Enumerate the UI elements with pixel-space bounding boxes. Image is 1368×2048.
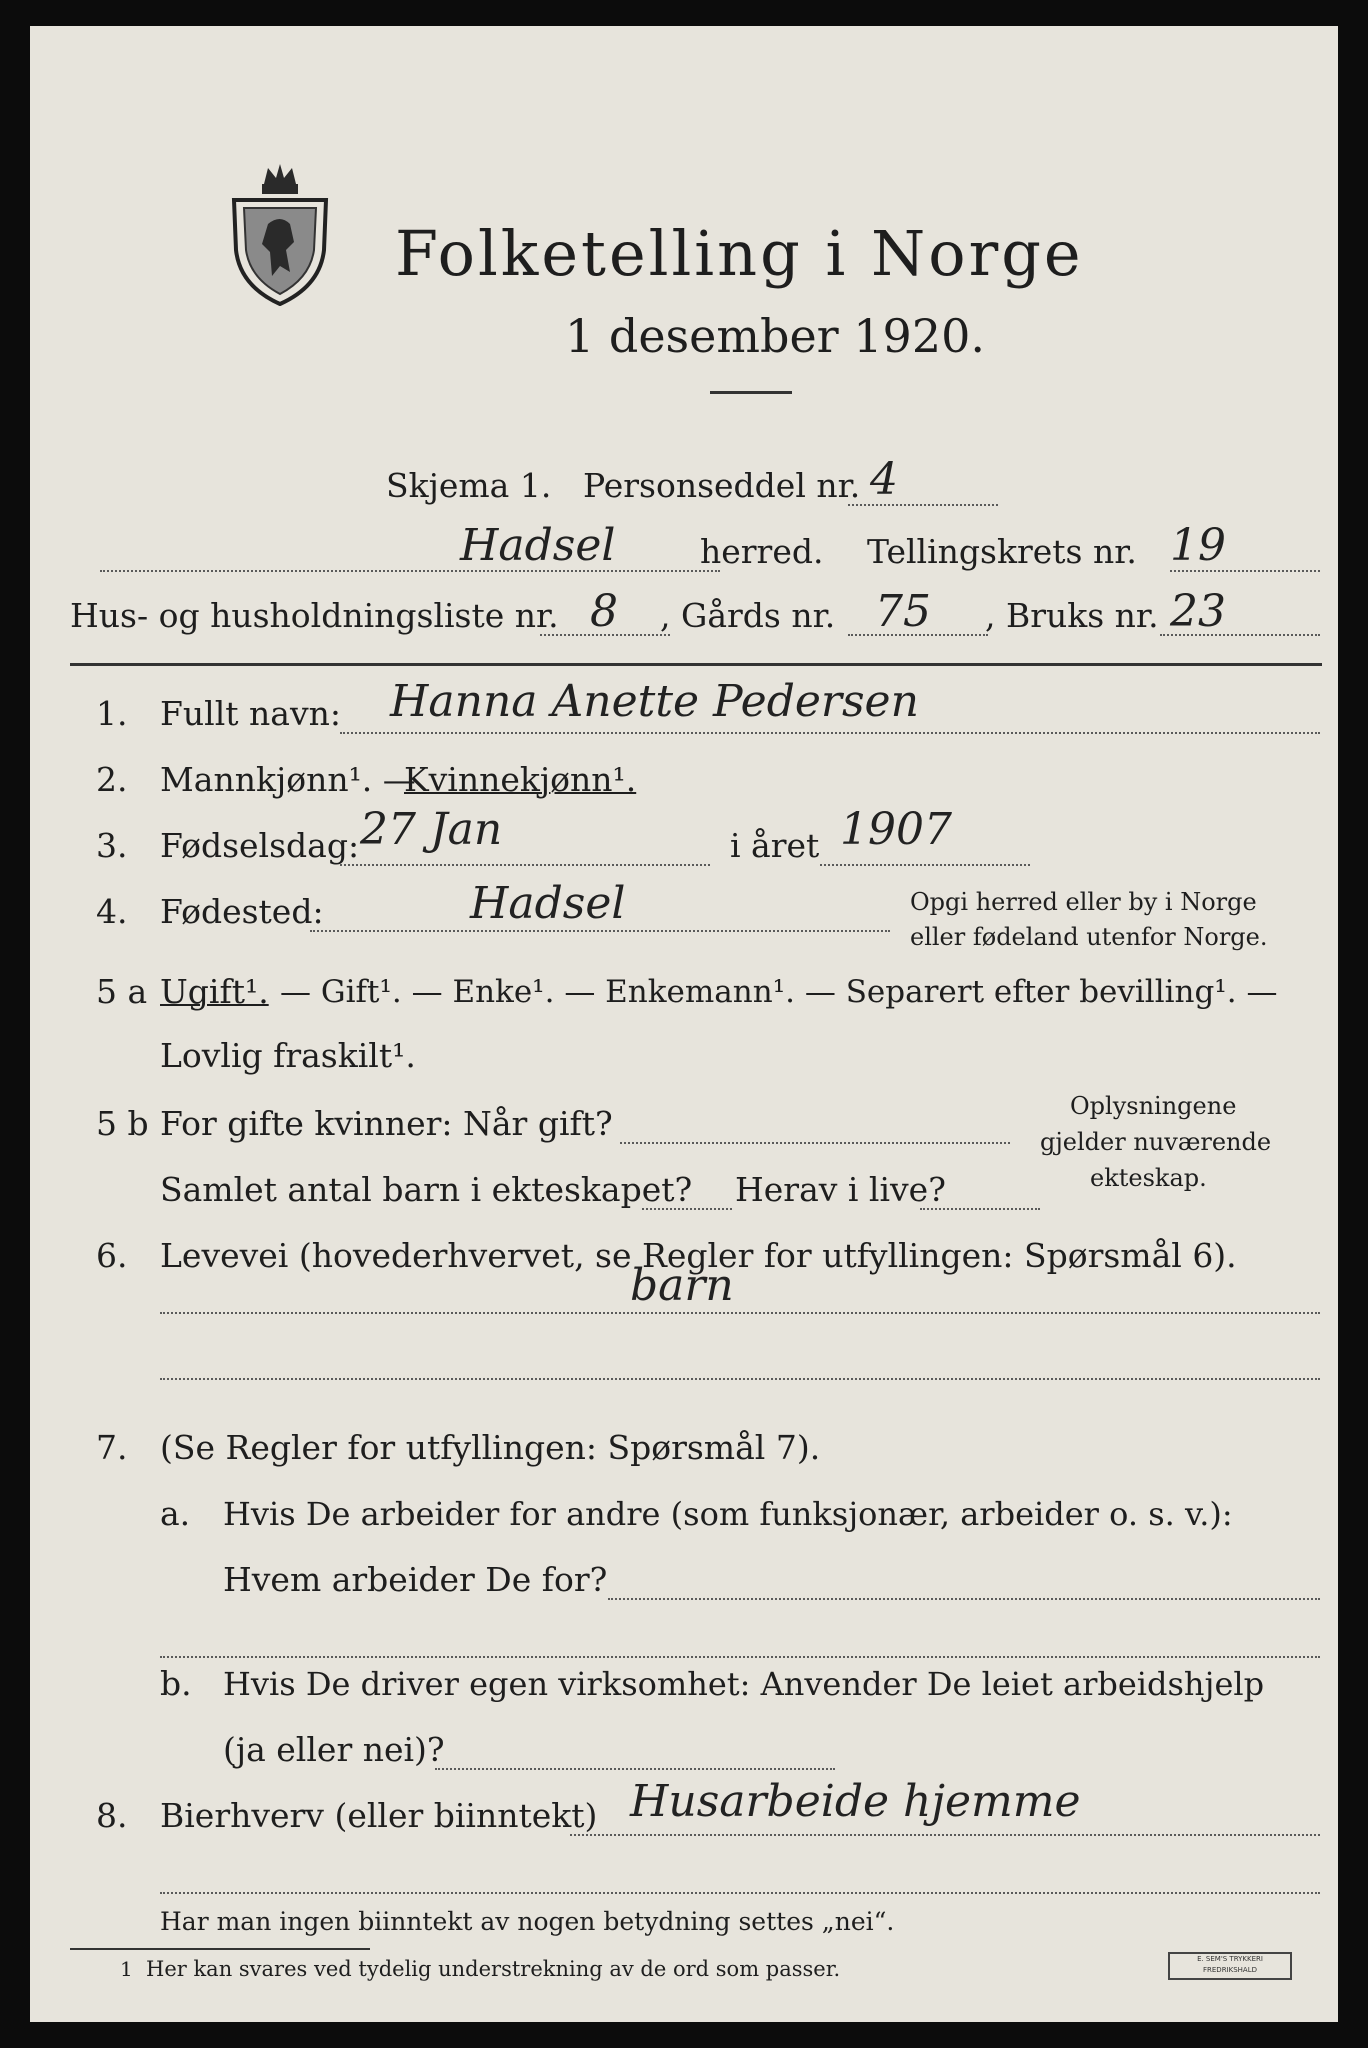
tellingskrets-value: 19 bbox=[1170, 520, 1226, 571]
q7b-letter: b. bbox=[160, 1664, 192, 1703]
children-total-field[interactable] bbox=[642, 1208, 732, 1210]
hus-label: Hus- og husholdningsliste nr. bbox=[70, 596, 559, 635]
personseddel-value: 4 bbox=[870, 454, 898, 505]
q2-male: Mannkjønn¹. — bbox=[160, 760, 416, 799]
header-rule bbox=[70, 663, 1322, 666]
q4-note-1: Opgi herred eller by i Norge bbox=[910, 888, 1257, 916]
birthdate-value: 27 Jan bbox=[360, 804, 503, 855]
hus-value: 8 bbox=[590, 586, 618, 637]
coat-of-arms-icon bbox=[224, 154, 336, 306]
q8-label: Bierhverv (eller biinntekt) bbox=[160, 1796, 598, 1835]
q5a-number: 5 a bbox=[96, 972, 148, 1011]
q6-number: 6. bbox=[96, 1236, 128, 1275]
occupation-value: barn bbox=[630, 1260, 734, 1311]
footer-note: Har man ingen biinntekt av nogen betydning settes „nei“. bbox=[160, 1907, 895, 1936]
married-date-field[interactable] bbox=[620, 1142, 1010, 1144]
q1-number: 1. bbox=[96, 694, 128, 733]
q5a-ugift[interactable]: Ugift¹. bbox=[160, 972, 269, 1011]
q6-label: Levevei (hovederhvervet, se Regler for utfyllingen: Spørsmål 6). bbox=[160, 1236, 1237, 1275]
q5b-number: 5 b bbox=[96, 1104, 149, 1143]
q5a-line2: Lovlig fraskilt¹. bbox=[160, 1036, 416, 1075]
form-date: 1 desember 1920. bbox=[565, 309, 985, 363]
form-title: Folketelling i Norge bbox=[395, 217, 1084, 290]
full-name-value: Hanna Anette Pedersen bbox=[390, 676, 919, 727]
bruks-label: , Bruks nr. bbox=[985, 596, 1159, 635]
herred-field[interactable] bbox=[100, 570, 720, 572]
side-income-field[interactable] bbox=[570, 1834, 1320, 1836]
q3-year-label: i året bbox=[730, 826, 820, 865]
footnote-text: Her kan svares ved tydelig understrekning av de ord som passer. bbox=[146, 1957, 841, 1981]
birthyear-field[interactable] bbox=[820, 864, 1030, 866]
q8-number: 8. bbox=[96, 1796, 128, 1835]
q5b-label: For gifte kvinner: Når gift? bbox=[160, 1104, 613, 1143]
skjema-label: Skjema 1. bbox=[386, 466, 552, 505]
birthplace-value: Hadsel bbox=[470, 878, 626, 929]
q7-number: 7. bbox=[96, 1428, 128, 1467]
q4-note-2: eller fødeland utenfor Norge. bbox=[910, 923, 1268, 951]
q7a-line-2: Hvem arbeider De for? bbox=[223, 1560, 608, 1599]
full-name-field[interactable] bbox=[340, 732, 1320, 734]
q1-label: Fullt navn: bbox=[160, 694, 341, 733]
side-income-value: Husarbeide hjemme bbox=[630, 1776, 1081, 1827]
children-alive-field[interactable] bbox=[920, 1208, 1040, 1210]
occupation-field-1[interactable] bbox=[160, 1312, 1320, 1314]
q3-label: Fødselsdag: bbox=[160, 826, 360, 865]
q7b-line-1: Hvis De driver egen virksomhet: Anvender De leiet arbeidshjelp bbox=[223, 1665, 1265, 1703]
birthplace-field[interactable] bbox=[310, 930, 890, 932]
q5b-note-1: Oplysningene bbox=[1070, 1092, 1237, 1120]
herred-label: herred. bbox=[700, 532, 824, 571]
census-form bbox=[30, 26, 1338, 2022]
q5b-note-2: gjelder nuværende bbox=[1040, 1128, 1272, 1156]
q5b-children-label: Samlet antal barn i ekteskapet? bbox=[160, 1170, 693, 1209]
employer-field-1[interactable] bbox=[608, 1598, 1320, 1600]
printer-stamp: E. SEM'S TRYKKERI FREDRIKSHALD bbox=[1168, 1952, 1292, 1980]
birthdate-field[interactable] bbox=[340, 864, 710, 866]
q5a-options: — Gift¹. — Enke¹. — Enkemann¹. — Separert efter bevilling¹. — bbox=[280, 974, 1278, 1010]
occupation-field-2[interactable] bbox=[160, 1378, 1320, 1380]
q4-number: 4. bbox=[96, 892, 128, 931]
hired-help-field[interactable] bbox=[435, 1768, 835, 1770]
footnote-mark: 1 bbox=[120, 1957, 133, 1981]
footnote-rule bbox=[70, 1948, 370, 1950]
gards-label: , Gårds nr. bbox=[660, 596, 836, 635]
side-income-field-2[interactable] bbox=[160, 1892, 1320, 1894]
q7a-letter: a. bbox=[160, 1494, 191, 1533]
q5b-alive-label: Herav i live? bbox=[735, 1170, 946, 1209]
q2-number: 2. bbox=[96, 760, 128, 799]
q7b-line-2: (ja eller nei)? bbox=[223, 1730, 445, 1769]
bruks-value: 23 bbox=[1170, 586, 1226, 637]
tellingskrets-label: Tellingskrets nr. bbox=[867, 532, 1137, 571]
q3-number: 3. bbox=[96, 826, 128, 865]
gards-value: 75 bbox=[875, 586, 931, 637]
employer-field-2[interactable] bbox=[160, 1656, 1320, 1658]
personseddel-label: Personseddel nr. bbox=[583, 466, 861, 505]
q4-label: Fødested: bbox=[160, 892, 324, 931]
birthyear-value: 1907 bbox=[840, 804, 952, 855]
q5b-note-3: ekteskap. bbox=[1090, 1164, 1207, 1192]
herred-value: Hadsel bbox=[460, 520, 616, 571]
q7-label: (Se Regler for utfyllingen: Spørsmål 7). bbox=[160, 1428, 821, 1467]
q2-female[interactable]: Kvinnekjønn¹. bbox=[404, 760, 637, 799]
q7a-line-1: Hvis De arbeider for andre (som funksjonær, arbeider o. s. v.): bbox=[223, 1495, 1233, 1533]
title-divider bbox=[710, 391, 792, 394]
